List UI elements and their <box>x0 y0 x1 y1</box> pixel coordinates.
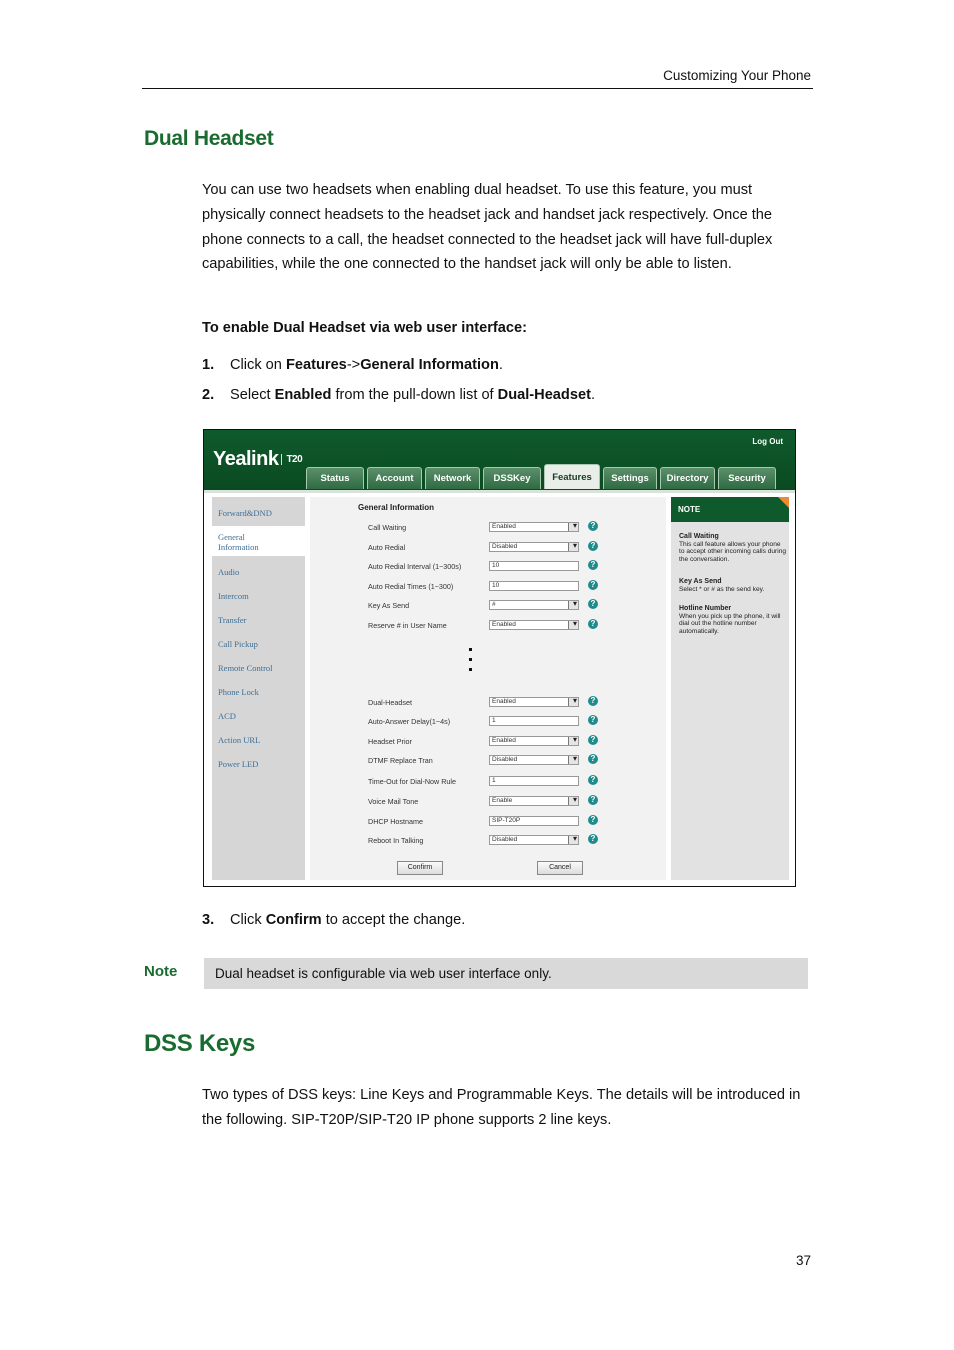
tab-account[interactable]: Account <box>367 467 422 489</box>
setting-label: Reserve # in User Name <box>368 621 447 630</box>
help-icon[interactable]: ? <box>588 599 598 609</box>
note-hotline-number: Hotline Number When you pick up the phone, it will dial out the hotline number automatically. <box>679 605 781 635</box>
reboot-in-talking-select[interactable]: ▾ Disabled <box>489 835 579 845</box>
help-icon[interactable]: ? <box>588 775 598 785</box>
help-icon[interactable]: ? <box>588 619 598 629</box>
sidebar-item-audio[interactable]: Audio <box>218 567 240 577</box>
sidebar-item-intercom[interactable]: Intercom <box>218 591 249 601</box>
ellipsis-dots <box>469 648 473 678</box>
help-icon[interactable]: ? <box>588 580 598 590</box>
note-call-waiting: Call Waiting This call feature allows your phone to accept other incoming calls during the conversation. <box>679 533 787 563</box>
help-icon[interactable]: ? <box>588 521 598 531</box>
reserve-hash-select[interactable]: ▾ Enabled <box>489 620 579 630</box>
call-waiting-select[interactable]: ▾ Enabled <box>489 522 579 532</box>
setting-label: Dual-Headset <box>368 698 412 707</box>
step-1: 1. Click on Features->General Information. <box>202 357 503 373</box>
page-number: 37 <box>795 1253 811 1268</box>
step-3: 3. Click Confirm to accept the change. <box>202 912 466 928</box>
setting-label: Auto Redial Times (1~300) <box>368 582 454 591</box>
yealink-logo: Yealink T20 <box>213 448 303 470</box>
tab-status[interactable]: Status <box>306 467 364 489</box>
help-icon[interactable]: ? <box>588 560 598 570</box>
sidebar-item-action-url[interactable]: Action URL <box>218 735 261 745</box>
section-title-dss-keys: DSS Keys <box>144 1030 255 1057</box>
running-header: Customizing Your Phone <box>663 68 811 83</box>
key-as-send-select[interactable]: ▾ # <box>489 600 579 610</box>
confirm-button[interactable]: Confirm <box>397 861 443 875</box>
section-title-dual-headset: Dual Headset <box>144 127 274 150</box>
setting-label: Auto-Answer Delay(1~4s) <box>368 717 451 726</box>
sidebar-item-acd[interactable]: ACD <box>218 711 236 721</box>
setting-label: DTMF Replace Tran <box>368 756 433 765</box>
web-ui-tabs <box>306 467 776 489</box>
tab-features[interactable]: Features <box>544 464 600 489</box>
tab-network[interactable]: Network <box>425 467 480 489</box>
setting-label: Time-Out for Dial-Now Rule <box>368 777 456 786</box>
settings-panel-title: General Information <box>358 503 435 512</box>
help-icon[interactable]: ? <box>588 735 598 745</box>
setting-label: Headset Prior <box>368 737 412 746</box>
note-label: Note <box>144 963 178 980</box>
note-key-as-send: Key As Send Select * or # as the send key. <box>679 578 765 593</box>
dual-headset-select[interactable]: ▾ Enabled <box>489 697 579 707</box>
setting-label: Auto Redial <box>368 543 406 552</box>
voice-mail-tone-select[interactable]: ▾ Enable <box>489 796 579 806</box>
cancel-button[interactable]: Cancel <box>537 861 583 875</box>
tab-directory[interactable]: Directory <box>660 467 715 489</box>
note-panel-header: NOTE <box>671 497 789 522</box>
sidebar-item-general-information[interactable]: General Information <box>218 532 259 552</box>
dss-keys-intro: Two types of DSS keys: Line Keys and Programmable Keys. The details will be introduced in the following. SIP-T20P/SIP-T20 IP phone supports 2 line keys. <box>202 1087 801 1128</box>
headset-prior-select[interactable]: ▾ Enabled <box>489 736 579 746</box>
tab-settings[interactable]: Settings <box>603 467 657 489</box>
help-icon[interactable]: ? <box>588 696 598 706</box>
help-icon[interactable]: ? <box>588 815 598 825</box>
tab-dsskey[interactable]: DSSKey <box>483 467 541 489</box>
auto-answer-delay-input[interactable]: 1 <box>489 716 579 726</box>
setting-label: Reboot In Talking <box>368 836 424 845</box>
tab-underline <box>204 490 795 493</box>
setting-label: Key As Send <box>368 601 410 610</box>
logout-link[interactable]: Log Out <box>752 437 783 446</box>
auto-redial-select[interactable]: ▾ Disabled <box>489 542 579 552</box>
tab-security[interactable]: Security <box>718 467 776 489</box>
help-icon[interactable]: ? <box>588 754 598 764</box>
sidebar-item-transfer[interactable]: Transfer <box>218 615 247 625</box>
sidebar-item-forward-dnd[interactable]: Forward&DND <box>218 508 272 518</box>
dhcp-hostname-input[interactable]: SIP-T20P <box>489 816 579 826</box>
sidebar-item-power-led[interactable]: Power LED <box>218 759 259 769</box>
help-icon[interactable]: ? <box>588 715 598 725</box>
dial-now-timeout-input[interactable]: 1 <box>489 776 579 786</box>
procedure-title: To enable Dual Headset via web user interface: <box>202 320 527 336</box>
setting-label: Auto Redial Interval (1~300s) <box>368 562 462 571</box>
note-box: Dual headset is configurable via web user interface only. <box>204 958 808 989</box>
setting-label: Call Waiting <box>368 523 407 532</box>
help-icon[interactable]: ? <box>588 795 598 805</box>
web-ui-screenshot <box>203 429 796 887</box>
setting-label: Voice Mail Tone <box>368 797 419 806</box>
help-icon[interactable]: ? <box>588 541 598 551</box>
step-2: 2. Select Enabled from the pull-down list of Dual-Headset. <box>202 387 595 403</box>
setting-label: DHCP Hostname <box>368 817 423 826</box>
settings-panel <box>310 497 666 880</box>
sidebar-item-remote-control[interactable]: Remote Control <box>218 663 273 673</box>
auto-redial-interval-input[interactable]: 10 <box>489 561 579 571</box>
dual-headset-intro: You can use two headsets when enabling dual headset. To use this feature, you must physically connect headsets to the headset jack and handset jack respectively. Once the phone connects to a call, the headset connected to the headset jack will have full-duplex capabilities, while the one connected to the handset jack will only be able to listen. <box>202 182 773 273</box>
header-rule <box>142 88 813 89</box>
sidebar-item-phone-lock[interactable]: Phone Lock <box>218 687 259 697</box>
sidebar-item-call-pickup[interactable]: Call Pickup <box>218 639 258 649</box>
note-corner-decoration <box>778 497 789 508</box>
auto-redial-times-input[interactable]: 10 <box>489 581 579 591</box>
dtmf-replace-select[interactable]: ▾ Disabled <box>489 755 579 765</box>
help-icon[interactable]: ? <box>588 834 598 844</box>
